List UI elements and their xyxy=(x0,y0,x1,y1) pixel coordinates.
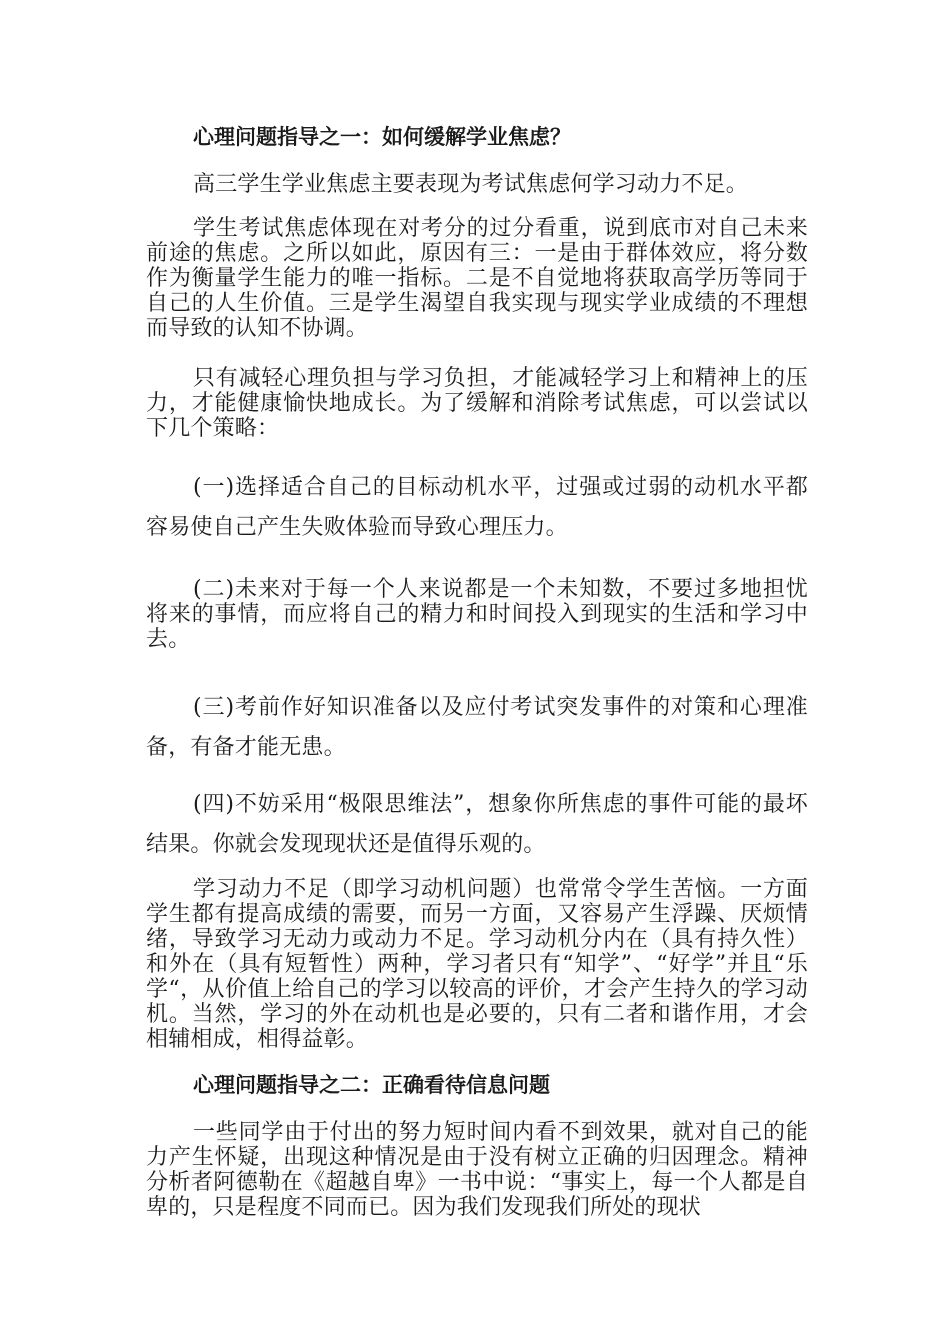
strategy-item-2: (二)未来对于每一个人来说都是一个未知数，不要过多地担忧将来的事情，而应将自己的精力和时间投入到现实的生活和学习中去。 xyxy=(146,577,808,652)
strategy-item-4: (四)不妨采用“极限思维法”，想象你所焦虑的事件可能的最坏结果。你就会发现现状还是值得乐观的。 xyxy=(146,792,808,857)
strategy-item-1: (一)选择适合自己的目标动机水平，过强或过弱的动机水平都容易使自己产生失败体验而导致心理压力。 xyxy=(146,475,808,540)
strategy-item-3: (三)考前作好知识准备以及应付考试突发事件的对策和心理准备，有备才能无患。 xyxy=(146,695,808,760)
intro-paragraph: 高三学生学业焦虑主要表现为考试焦虑何学习动力不足。 xyxy=(193,172,749,197)
relief-paragraph: 只有减轻心理负担与学习负担，才能减轻学习上和精神上的压力，才能健康愉快地成长。为了缓解和消除考试焦虑，可以尝试以下几个策略： xyxy=(146,366,808,441)
section-heading-1: 心理问题指导之一：如何缓解学业焦虑？ xyxy=(193,125,571,149)
self-doubt-paragraph: 一些同学由于付出的努力短时间内看不到效果，就对自己的能力产生怀疑，出现这种情况是由于没有树立正确的归因理念。精神分析者阿德勒在《超越自卑》一书中说：“事实上，每一个人都是自卑的，只是程度不同而已。因为我们发现我们所处的现状 xyxy=(146,1120,808,1220)
section-heading-2: 心理问题指导之二：正确看待信息问题 xyxy=(193,1073,550,1097)
exam-anxiety-paragraph: 学生考试焦虑体现在对考分的过分看重，说到底市对自己未来前途的焦虑。之所以如此，原因有三：一是由于群体效应，将分数作为衡量学生能力的唯一指标。二是不自觉地将获取高学历等同于自己的人生价值。三是学生渴望自我实现与现实学业成绩的不理想而导致的认知不协调。 xyxy=(146,216,808,341)
motivation-paragraph: 学习动力不足（即学习动机问题）也常常令学生苦恼。一方面学生都有提高成绩的需要，而另一方面，又容易产生浮躁、厌烦情绪，导致学习无动力或动力不足。学习动机分内在（具有持久性）和外在（具有短暂性）两种，学习者只有“知学”、“好学”并且“乐学“，从价值上给自己的学习以较高的评价，才会产生持久的学习动机。当然，学习的外在动机也是必要的，只有二者和谐作用，才会相辅相成，相得益彰。 xyxy=(146,877,808,1052)
